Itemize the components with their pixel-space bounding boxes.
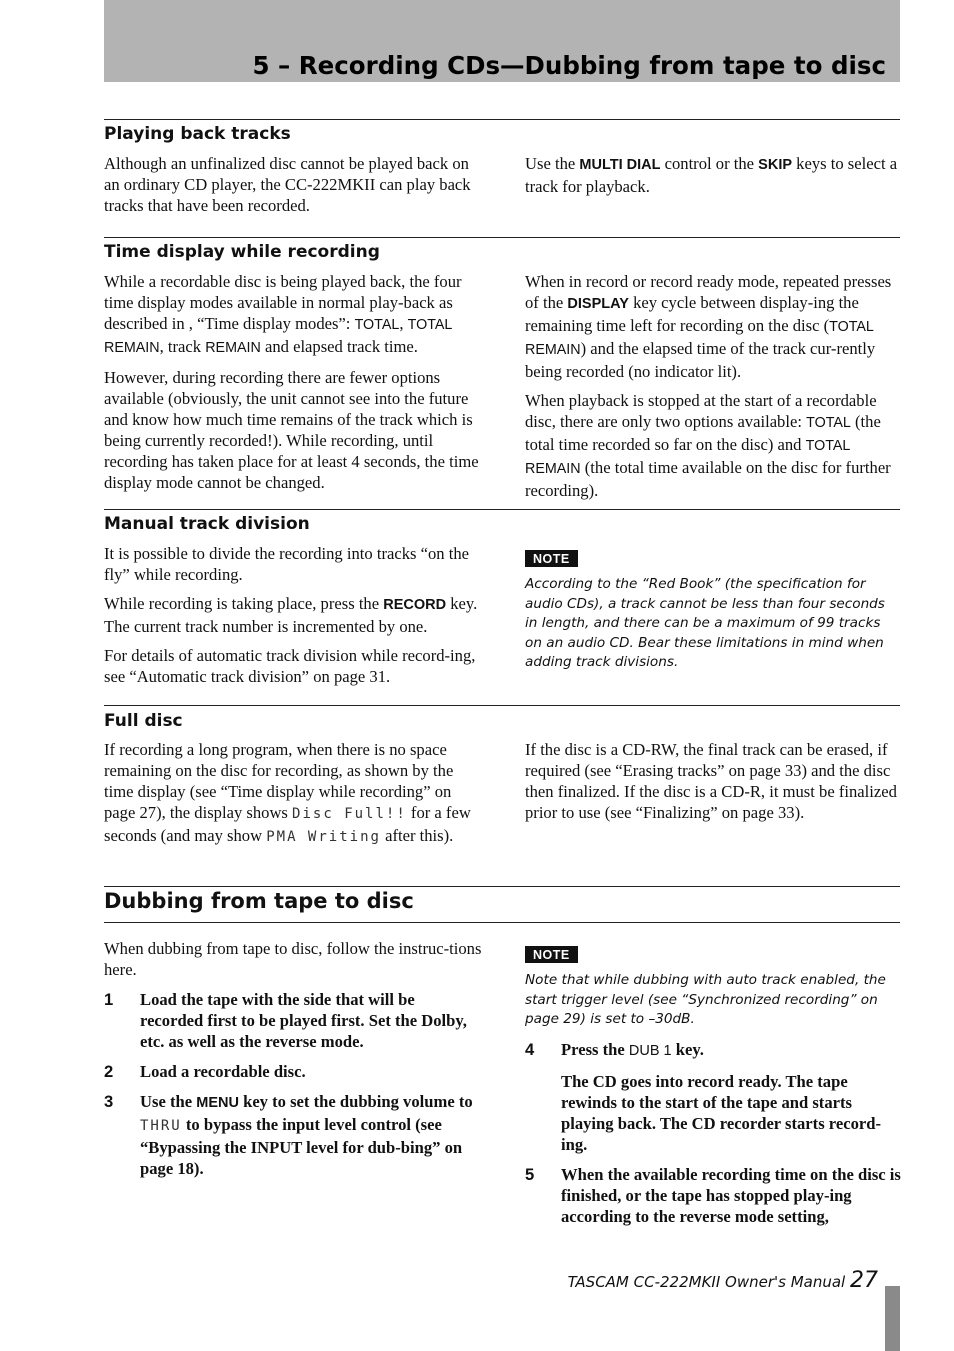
paragraph: If the disc is a CD-RW, the final track can be erased, if required (see “Erasing tracks” on page 33) and the disc then finalized. If the disc is a CD-R, it must be finalized prior to use (see “Finalizing” on page 33). — [525, 740, 897, 822]
manual-title: TASCAM CC-222MKII Owner's Manual — [567, 1273, 846, 1291]
section-rule — [104, 705, 900, 706]
section-rule — [104, 509, 900, 510]
chapter-header-band — [104, 0, 900, 82]
page-edge-tab — [885, 1286, 900, 1351]
chapter-title: 5 – Recording CDs—Dubbing from tape to disc — [252, 51, 886, 80]
key-label-dub1: DUB 1 — [628, 1042, 672, 1059]
paragraph: However, during recording there are fewer options available (obviously, the unit cannot see into the future and know how much time remains of the track which is being currently recorded!). While recording, until recording has taken place for at least 4 seconds, the time display mode cannot be changed. — [104, 368, 479, 492]
paragraph: Although an unfinalized disc cannot be played back on an ordinary CD player, the CC-222MKII can play back tracks that have been recorded. — [104, 154, 471, 215]
lcd-message-pma-writing: PMA Writing — [266, 829, 381, 845]
step-1: 1 Load the tape with the side that will be recorded first to be played first. Set the Dolby, etc. as well as the reverse mode. — [104, 990, 467, 1051]
key-label-multi-dial: MULTI DIAL — [579, 157, 661, 173]
paragraph: While a recordable disc is being played back, the four time display modes available in normal play-back as described in , “Time display modes”: TOTAL, TOTAL REMAIN, track REMAIN and elapsed track time. — [104, 272, 462, 356]
step-5: 5 When the available recording time on the disc is finished, or the tape has stopped play-ing according to the reverse mode setting, — [525, 1164, 901, 1226]
paragraph: If recording a long program, when there is no space remaining on the disc for recording, as shown by the time display (see “Time display while recording” on page 27), the display shows Disc Full!! for a few seconds (and may show PMA Writing after this). — [104, 740, 471, 845]
paragraph: When in record or record ready mode, repeated presses of the DISPLAY key cycle between display-ing the remaining time left for recording on the disc (TOTAL REMAIN) and the elapsed time of the track cur-rently being recorded (no indicator lit). — [525, 272, 892, 381]
key-label-record: RECORD — [383, 597, 447, 613]
step-2: 2 Load a recordable disc. — [104, 1062, 306, 1081]
lcd-message-thru: THRU — [140, 1118, 182, 1134]
paragraph: Use the MULTI DIAL control or the SKIP keys to select a track for playback. — [525, 154, 898, 196]
step-4: 4 Press the DUB 1 key. — [525, 1039, 704, 1059]
full-disc-right-column — [525, 739, 901, 831]
section-rule — [104, 119, 900, 120]
section-rule — [104, 922, 900, 923]
key-label-skip: SKIP — [758, 157, 793, 173]
paragraph: It is possible to divide the recording into tracks “on the fly” while recording. — [104, 544, 469, 584]
time-display-left-column — [104, 271, 482, 501]
paragraph: When playback is stopped at the start of a recordable disc, there are only two options available: TOTAL (the total time recorded so far on the disc) and TOTAL REMAIN (the total time available on the disc for further recording). — [525, 391, 891, 500]
key-label-menu: MENU — [196, 1095, 239, 1111]
dubbing-left-column — [104, 938, 482, 1188]
heading-dubbing: Dubbing from tape to disc — [104, 889, 414, 913]
key-label-display: DISPLAY — [567, 296, 629, 312]
heading-playing-back-tracks: Playing back tracks — [104, 124, 291, 144]
playing-back-right-column — [525, 153, 901, 205]
note-badge: NOTE — [525, 946, 578, 963]
manual-division-note — [525, 547, 901, 673]
note-badge: NOTE — [525, 550, 578, 567]
heading-manual-track-division: Manual track division — [104, 514, 310, 534]
section-rule — [104, 886, 900, 887]
section-rule — [104, 237, 900, 238]
paragraph: For details of automatic track division while record-ing, see “Automatic track division” on page 31. — [104, 646, 476, 686]
heading-full-disc: Full disc — [104, 711, 183, 731]
time-display-right-column — [525, 271, 901, 509]
full-disc-left-column — [104, 739, 482, 856]
playing-back-left-column — [104, 153, 482, 224]
note-text: Note that while dubbing with auto track enabled, the start trigger level (see “Synchronized recording” on page 29) is set to –30dB. — [525, 972, 886, 1027]
heading-time-display: Time display while recording — [104, 242, 380, 262]
step-3: 3 Use the MENU key to set the dubbing volume to THRU to bypass the input level control (see “Bypassing the INPUT level for dub-bing” on page 18). — [104, 1092, 473, 1178]
note-text: According to the “Red Book” (the specification for audio CDs), a track cannot be less than four seconds in length, and there can be a maximum of 99 tracks on an audio CD. Bear these limitations in mind when adding track divisions. — [525, 576, 885, 670]
dubbing-right-column — [525, 943, 901, 1236]
paragraph: While recording is taking place, press the RECORD key. The current track number is incremented by one. — [104, 594, 478, 636]
page-footer — [568, 1268, 878, 1293]
step-4-detail: The CD goes into record ready. The tape rewinds to the start of the tape and starts playing back. The CD recorder starts record-ing. — [561, 1071, 882, 1154]
page-number: 27 — [850, 1268, 878, 1293]
lcd-message-disc-full: Disc Full!! — [292, 806, 407, 822]
paragraph: When dubbing from tape to disc, follow the instruc-tions here. — [104, 939, 482, 979]
manual-division-left-column — [104, 543, 482, 695]
